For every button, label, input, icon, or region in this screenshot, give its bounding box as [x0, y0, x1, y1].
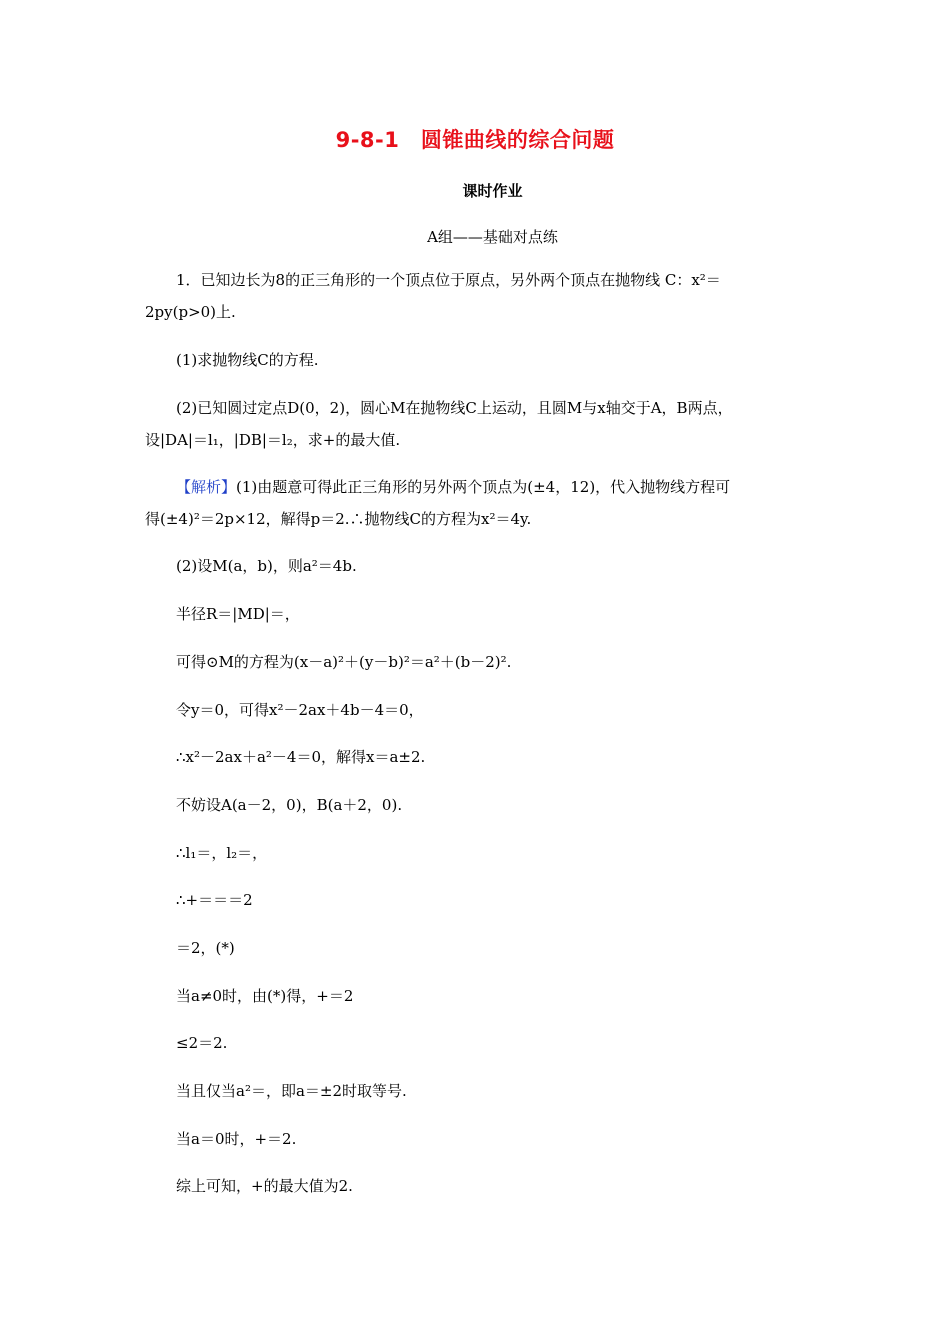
problem-part-2a: (2)已知圆过定点D(0，2)，圆心M在抛物线C上运动，且圆M与x轴交于A，B两点， [176, 399, 733, 417]
problem-part-2b: 设|DA|＝l₁，|DB|＝l₂，求+的最大值. [145, 431, 401, 449]
solution-line-2: (2)设M(a，b)，则a²＝4b. [176, 557, 357, 575]
problem-line-1: 1．已知边长为8的正三角形的一个顶点位于原点，另外两个顶点在抛物线 C：x²＝ [176, 271, 721, 289]
solution-line-14: 当a＝0时，+＝2. [176, 1130, 297, 1148]
solution-line-1b: 得(±4)²＝2p×12，解得p＝2.∴抛物线C的方程为x²＝4y. [145, 510, 532, 528]
solution-line-9: ∴+＝＝＝2 [176, 891, 253, 909]
solution-line-6: ∴x²－2ax＋a²－4＝0，解得x＝a±2. [176, 748, 426, 766]
problem-line-2: 2py(p>0)上. [145, 303, 236, 321]
page-title: 9-8-1 圆锥曲线的综合问题 [335, 128, 615, 152]
problem-part-1: (1)求抛物线C的方程. [176, 351, 319, 369]
solution-line-1 [176, 477, 856, 497]
solution-line-15: 综上可知，+的最大值为2. [176, 1177, 353, 1195]
solution-line-7: 不妨设A(a－2，0)，B(a＋2，0). [176, 796, 403, 814]
solution-line-3: 半径R＝|MD|＝， [176, 605, 300, 623]
solution-text-1a: (1)由题意可得此正三角形的另外两个顶点为(±4，12)，代入抛物线方程可 [236, 478, 731, 496]
group-heading: A组——基础对点练 [427, 228, 558, 246]
solution-line-12: ≤2＝2. [176, 1034, 228, 1052]
solution-line-5: 令y＝0，可得x²－2ax＋4b－4＝0， [176, 701, 424, 719]
solution-line-8: ∴l₁＝，l₂＝， [176, 844, 268, 862]
solution-tag: 【解析】 [176, 478, 237, 496]
solution-line-10: ＝2，(*) [176, 939, 235, 957]
solution-line-4: 可得⊙M的方程为(x－a)²＋(y－b)²＝a²＋(b－2)². [176, 653, 512, 671]
solution-line-11: 当a≠0时，由(*)得，+＝2 [176, 987, 354, 1005]
section-subtitle: 课时作业 [462, 182, 523, 200]
solution-line-13: 当且仅当a²＝，即a＝±2时取等号. [176, 1082, 407, 1100]
